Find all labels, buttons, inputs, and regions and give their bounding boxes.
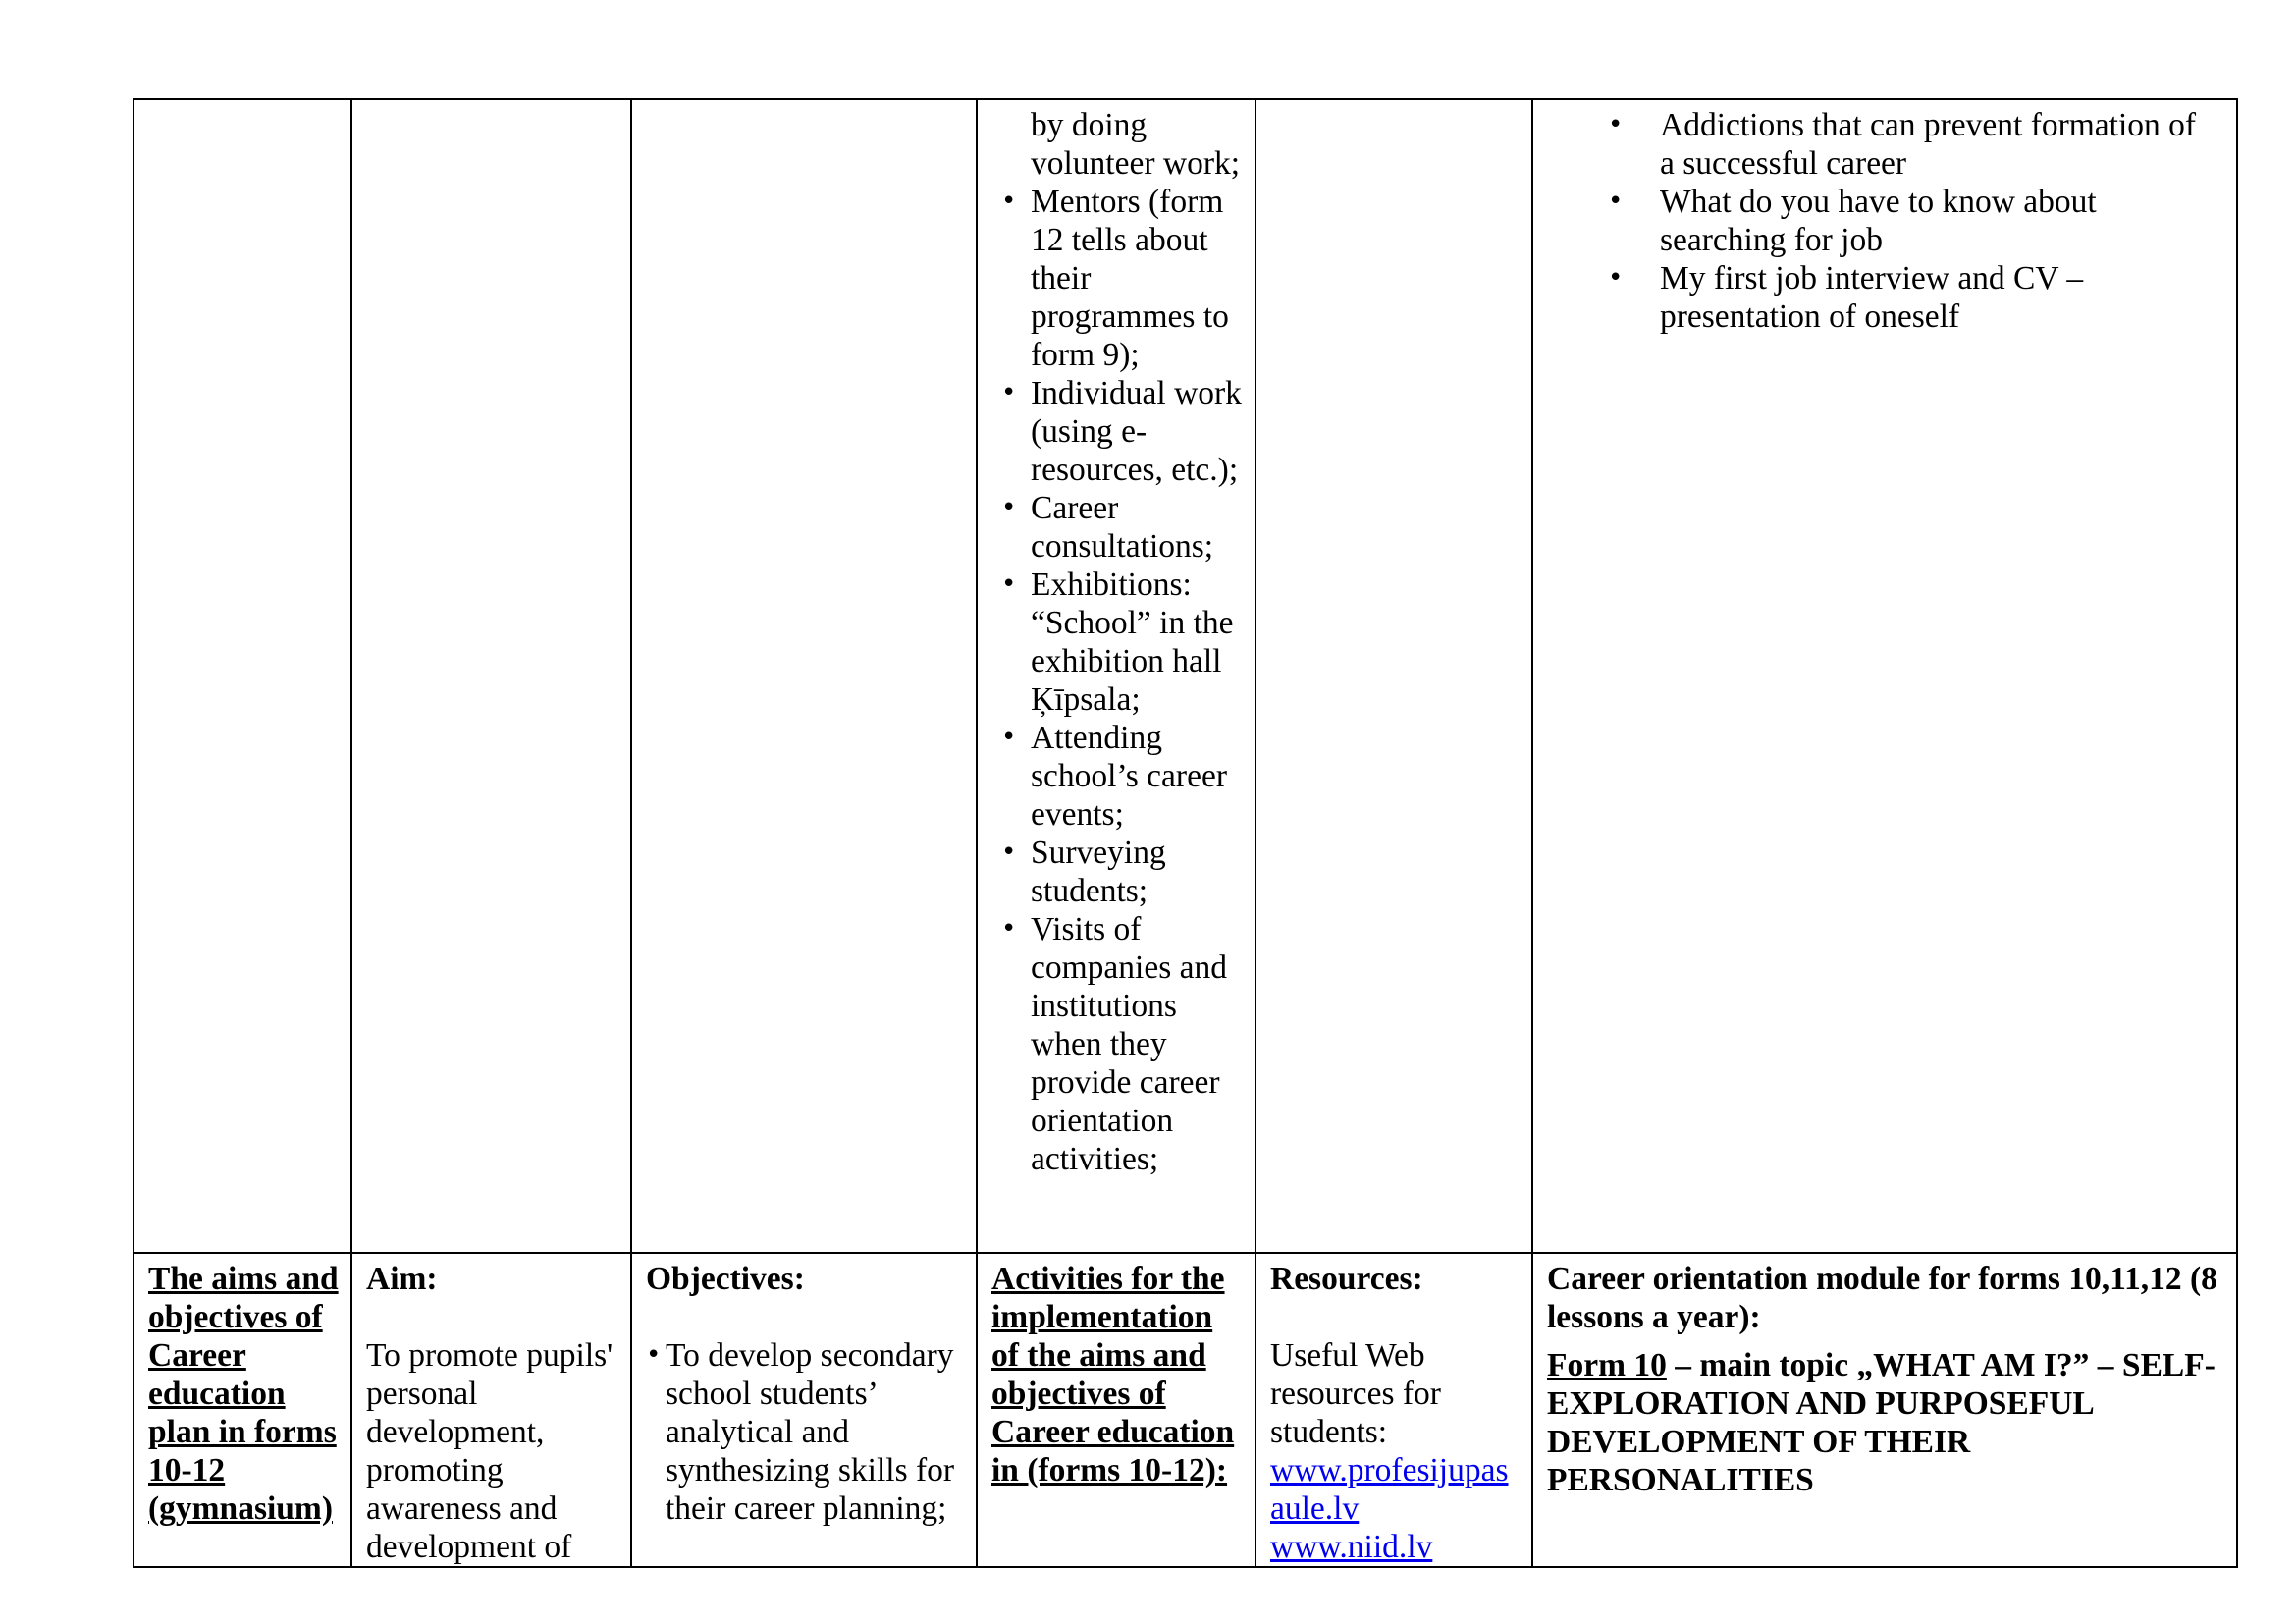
list-item: • Career consultations;	[991, 489, 1243, 566]
aims-heading: The aims and objectives of Career education plan in forms 10-12 (gymnasium)	[148, 1261, 339, 1527]
activities-list-cell	[977, 99, 1255, 1253]
empty-cell	[1255, 99, 1532, 1253]
aim-cell	[351, 1253, 631, 1567]
topics-list	[1547, 106, 2224, 336]
resources-cell	[1255, 1253, 1532, 1567]
module-cell	[1532, 1253, 2237, 1567]
career-plan-table	[133, 98, 2238, 1568]
empty-cell	[351, 99, 631, 1253]
list-item: • To develop secondary school students’ analytical and synthesizing skills for their career planning;	[646, 1336, 964, 1528]
topics-cell	[1532, 99, 2237, 1253]
empty-cell	[133, 99, 351, 1253]
module-heading: Career orientation module for forms 10,11,12 (8 lessons a year):	[1547, 1261, 2217, 1335]
list-item: • Individual work (using e-resources, etc.);	[991, 374, 1243, 489]
list-item: • Visits of companies and institutions when they provide career orientation activities;	[991, 910, 1243, 1178]
niid-link[interactable]: www.niid.lv	[1270, 1529, 1433, 1565]
objectives-label: Objectives:	[646, 1261, 805, 1297]
table-row-continued	[133, 99, 2237, 1253]
form-10-topic	[1547, 1346, 2224, 1499]
form-topic: – main topic „WHAT AM I?” – SELF-EXPLORATION AND PURPOSEFUL DEVELOPMENT OF THEIR PERSONALITIES	[1547, 1347, 2216, 1498]
activities-heading-cell	[977, 1253, 1255, 1567]
empty-cell	[631, 99, 977, 1253]
list-item: • Exhibitions: “School” in the exhibition hall Ķīpsala;	[991, 566, 1243, 719]
objectives-cell	[631, 1253, 977, 1567]
aim-text: To promote pupils' personal development, promoting awareness and development of	[366, 1337, 614, 1565]
resources-text: Useful Web resources for students:	[1270, 1337, 1441, 1450]
list-item: • Surveying students;	[991, 834, 1243, 910]
list-item: • Addictions that can prevent formation of a successful career	[1547, 106, 2224, 183]
list-item: by doing volunteer work;	[1031, 107, 1241, 182]
profesijupasaule-link[interactable]: www.profesijupasaule.lv	[1270, 1452, 1509, 1527]
list-item: • Attending school’s career events;	[991, 719, 1243, 834]
list-item: • Mentors (form 12 tells about their programmes to form 9);	[991, 183, 1243, 374]
list-item: • What do you have to know about searching for job	[1547, 183, 2224, 259]
table-row-gymnasium	[133, 1253, 2237, 1567]
activities-heading: Activities for the implementation of the aims and objectives of Career education in (forms 10-12):	[991, 1261, 1235, 1489]
resources-label: Resources:	[1270, 1261, 1423, 1297]
activities-list	[991, 106, 1243, 1178]
aims-heading-cell	[133, 1253, 351, 1567]
list-item: • My first job interview and CV – presentation of oneself	[1547, 259, 2224, 336]
form-label: Form 10	[1547, 1347, 1667, 1383]
aim-label: Aim:	[366, 1261, 438, 1297]
objectives-list	[646, 1336, 964, 1528]
